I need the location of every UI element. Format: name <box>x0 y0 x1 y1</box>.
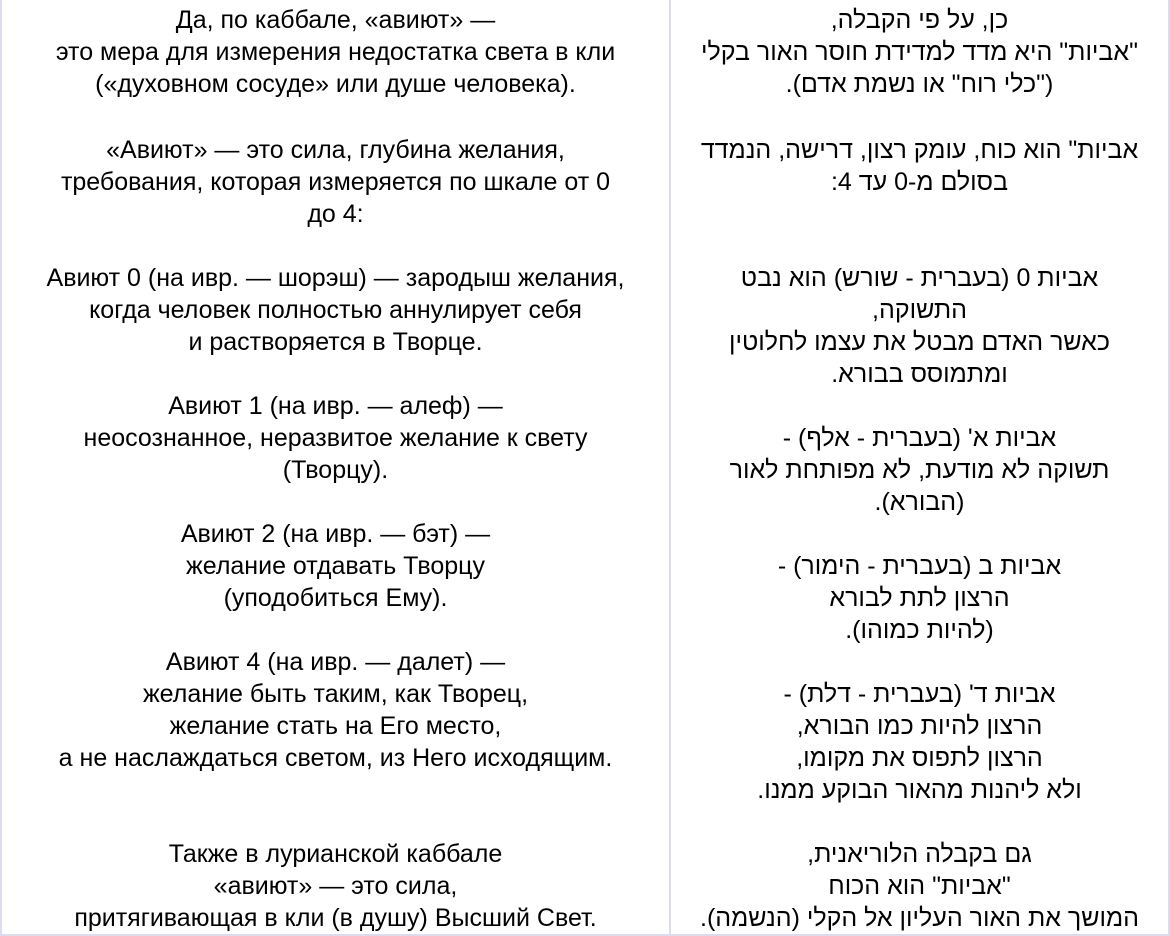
ru-line: Авиют 0 (на ивр. — шорэш) — зародыш желания, <box>46 264 625 292</box>
ru-line: Авиют 1 (на ивр. — алеф) — <box>168 392 503 420</box>
he-line: בסולם מ-0 עד 4: <box>830 168 1009 196</box>
ru-line: Авиют 2 (на ивр. — бэт) — <box>180 520 491 548</box>
he-line: ולא ליהנות מהאור הבוקע ממנו. <box>757 776 1082 804</box>
ru-line: до 4: <box>307 200 364 228</box>
he-line: (הבורא). <box>874 488 965 516</box>
he-line: (להיות כמוהו). <box>845 616 994 644</box>
he-line: כן, על פי הקבלה, <box>830 6 1009 34</box>
he-line: תשוקה לא מודעת, לא מפותחת לאור <box>729 456 1110 484</box>
ru-line: притягивающая в кли (в душу) Высший Свет. <box>74 904 597 932</box>
he-line: אביות 0 (בעברית - שורש) הוא נבט <box>740 264 1099 292</box>
ru-line: Также в лурианской каббале <box>168 840 503 868</box>
ru-line: «авиют» — это сила, <box>213 872 458 900</box>
he-line: הרצון לתת לבורא <box>829 584 1010 612</box>
ru-line: (Творцу). <box>282 456 389 484</box>
he-line: התשוקה, <box>872 296 967 324</box>
he-line: גם בקבלה הלוריאנית, <box>807 840 1032 868</box>
ru-line: Да, по каббале, «авиют» — <box>175 6 496 34</box>
ru-line: («духовном сосуде» или душе человека). <box>95 70 576 98</box>
he-line: הרצון להיות כמו הבורא, <box>796 712 1043 740</box>
ru-line: а не наслаждаться светом, из Него исходящим. <box>58 744 613 772</box>
hebrew-column <box>671 0 1168 934</box>
he-line: אביות א' (בעברית - אלף) - <box>782 424 1057 452</box>
ru-line: неосознанное, неразвитое желание к свету <box>83 424 588 452</box>
he-line: אביות ב (בעברית - הימור) - <box>777 552 1062 580</box>
ru-line: это мера для измерения недостатка света в кли <box>55 38 616 66</box>
ru-line: требования, которая измеряется по шкале от 0 <box>60 168 611 196</box>
ru-line: когда человек полностью аннулирует себя <box>89 296 582 324</box>
he-line: ("כלי רוח" או נשמת אדם). <box>785 70 1054 98</box>
ru-line: желание стать на Его место, <box>169 712 502 740</box>
ru-line: и растворяется в Творце. <box>188 328 483 356</box>
he-line: הרצון לתפוס את מקומו, <box>796 744 1043 772</box>
he-line: כאשר האדם מבטל את עצמו לחלוטין <box>728 328 1111 356</box>
he-line: אביות ד' (בעברית - דלת) - <box>783 680 1056 708</box>
he-line: "אביות" הוא הכוח <box>828 872 1011 900</box>
ru-line: «Авиют» — это сила, глубина желания, <box>106 136 565 164</box>
he-line: המושך את האור העליון אל הקלי (הנשמה). <box>700 904 1139 932</box>
he-line: אביות" הוא כוח, עומק רצון, דרישה, הנמדד <box>700 136 1139 164</box>
ru-line: Авиют 4 (на ивр. — далет) — <box>165 648 506 676</box>
ru-line: желание быть таким, как Творец, <box>142 680 529 708</box>
russian-column <box>2 0 671 934</box>
ru-line: (уподобиться Ему). <box>223 584 448 612</box>
he-line: ומתמוסס בבורא. <box>831 360 1008 388</box>
ru-line: желание отдавать Творцу <box>186 552 485 580</box>
he-line: "אביות" היא מדד למדידת חוסר האור בקלי <box>701 38 1138 66</box>
